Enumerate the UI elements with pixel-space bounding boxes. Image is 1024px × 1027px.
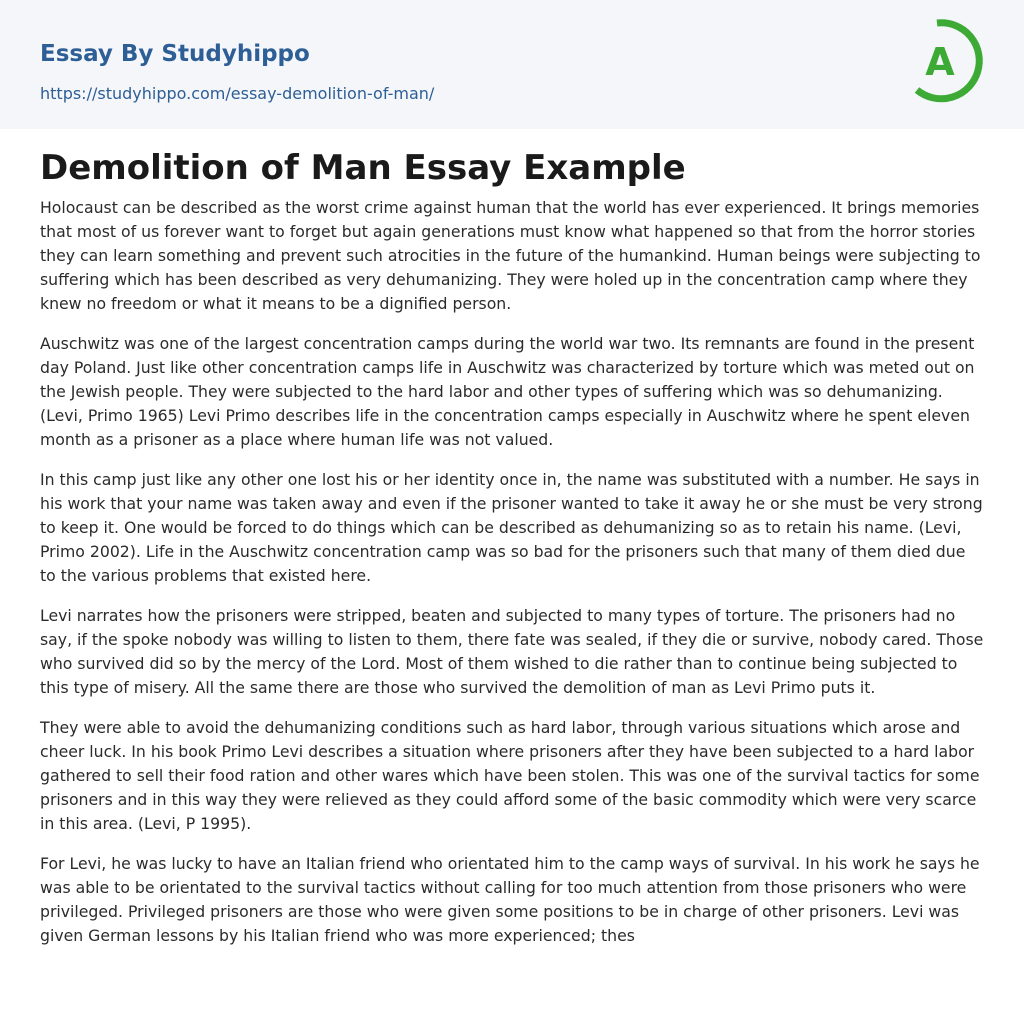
logo-letter: A [925, 40, 955, 84]
essay-paragraph: They were able to avoid the dehumanizing conditions such as hard labor, through various situations which arose and cheer luck. In his book Primo Levi describes a situation where prisoners after they have been subjected to a hard labor gathered to sell their food ration and other wares which have been stolen. This was one of the survival tactics for some prisoners and in this way they were relieved as they could afford some of the basic commodity which were very scarce in this area. (Levi, P 1995). [40, 718, 980, 833]
essay-paragraph: Auschwitz was one of the largest concentration camps during the world war two. Its remnants are found in the present day Poland. Just like other concentration camps life in Auschwitz was characterized by torture which was meted out on the Jewish people. They were subjected to the hard labor and other types of suffering which was so dehumanizing. (Levi, Primo 1965) Levi Primo describes life in the concentration camps especially in Auschwitz where he spent eleven month as a prisoner as a place where human life was not valued. [40, 334, 975, 449]
studyhippo-logo-icon[interactable] [907, 17, 991, 107]
essay-paragraph: Holocaust can be described as the worst crime against human that the world has ever experienced. It brings memories that most of us forever want to forget but again generations must know what happened so that from the horror stories they can learn something and prevent such atrocities in the future of the humankind. Human beings were subjecting to suffering which has been described as very dehumanizing. They were holed up in the concentration camp where they knew no freedom or what it means to be a dignified person. [40, 198, 981, 313]
essay-paragraph: For Levi, he was lucky to have an Italian friend who orientated him to the camp ways of survival. In his work he says he was able to be orientated to the survival tactics without calling for too much attention from those prisoners who were privileged. Privileged prisoners are those who were given some positions to be in charge of other prisoners. Levi was given German lessons by his Italian friend who was more experienced; thes [40, 854, 980, 945]
page-title: Demolition of Man Essay Example [40, 148, 686, 188]
site-title[interactable]: Essay By Studyhippo [40, 41, 310, 67]
essay-url-link[interactable]: https://studyhippo.com/essay-demolition-of-man/ [40, 84, 435, 103]
site-header [0, 0, 1024, 129]
essay-content [40, 146, 984, 964]
essay-body [40, 196, 984, 948]
essay-paragraph: In this camp just like any other one lost his or her identity once in, the name was substituted with a number. He says in his work that your name was taken away and even if the prisoner wanted to take it away he or she must be very strong to keep it. One would be forced to do things which can be described as dehumanizing so as to retain his name. (Levi, Primo 2002). Life in the Auschwitz concentration camp was so bad for the prisoners such that many of them died due to the various problems that existed here. [40, 470, 983, 585]
essay-paragraph: Levi narrates how the prisoners were stripped, beaten and subjected to many types of torture. The prisoners had no say, if the spoke nobody was willing to listen to them, there fate was sealed, if they die or survive, nobody cared. Those who survived did so by the mercy of the Lord. Most of them wished to die rather than to continue being subjected to this type of misery. All the same there are those who survived the demolition of man as Levi Primo puts it. [40, 606, 984, 697]
